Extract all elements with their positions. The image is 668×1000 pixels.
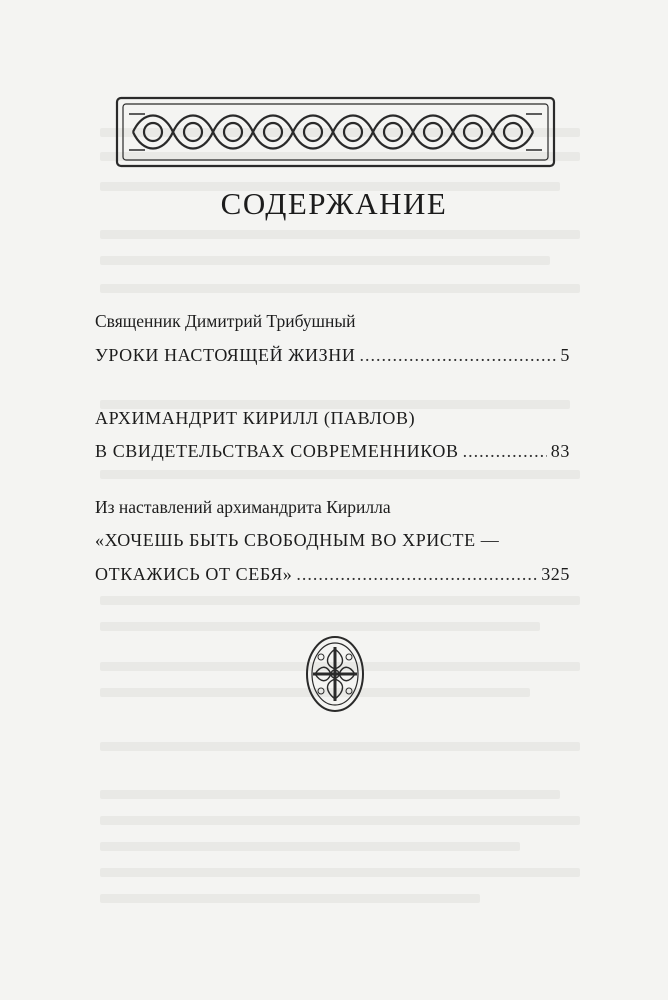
toc-entry-title: УРОКИ НАСТОЯЩЕЙ ЖИЗНИ bbox=[95, 345, 356, 365]
toc-entry-title: ОТКАЖИСЬ ОТ СЕБЯ» bbox=[95, 564, 293, 584]
toc-page-number: 325 bbox=[541, 564, 570, 584]
cross-medallion-icon bbox=[305, 635, 365, 713]
toc-entry[interactable] bbox=[95, 345, 570, 366]
toc-entry-title: В СВИДЕТЕЛЬСТВАХ СОВРЕМЕННИКОВ bbox=[95, 441, 459, 461]
toc-entry-title: «ХОЧЕШЬ БЫТЬ СВОБОДНЫМ ВО ХРИСТЕ — bbox=[95, 530, 500, 550]
page-title: СОДЕРЖАНИЕ bbox=[220, 186, 448, 221]
toc-author: Священник Димитрий Трибушный bbox=[95, 311, 356, 331]
celtic-knot-band-icon bbox=[113, 92, 558, 172]
toc-page-number: 83 bbox=[550, 441, 570, 461]
toc-entry-title: АРХИМАНДРИТ КИРИЛЛ (ПАВЛОВ) bbox=[95, 408, 416, 428]
toc-author: Из наставлений архимандрита Кирилла bbox=[95, 497, 391, 517]
dot-leader bbox=[359, 345, 556, 366]
dot-leader bbox=[463, 441, 547, 462]
toc-entry[interactable] bbox=[95, 530, 570, 585]
dot-leader bbox=[296, 564, 537, 585]
toc-entry[interactable] bbox=[95, 408, 570, 462]
toc-page-number: 5 bbox=[560, 345, 570, 365]
